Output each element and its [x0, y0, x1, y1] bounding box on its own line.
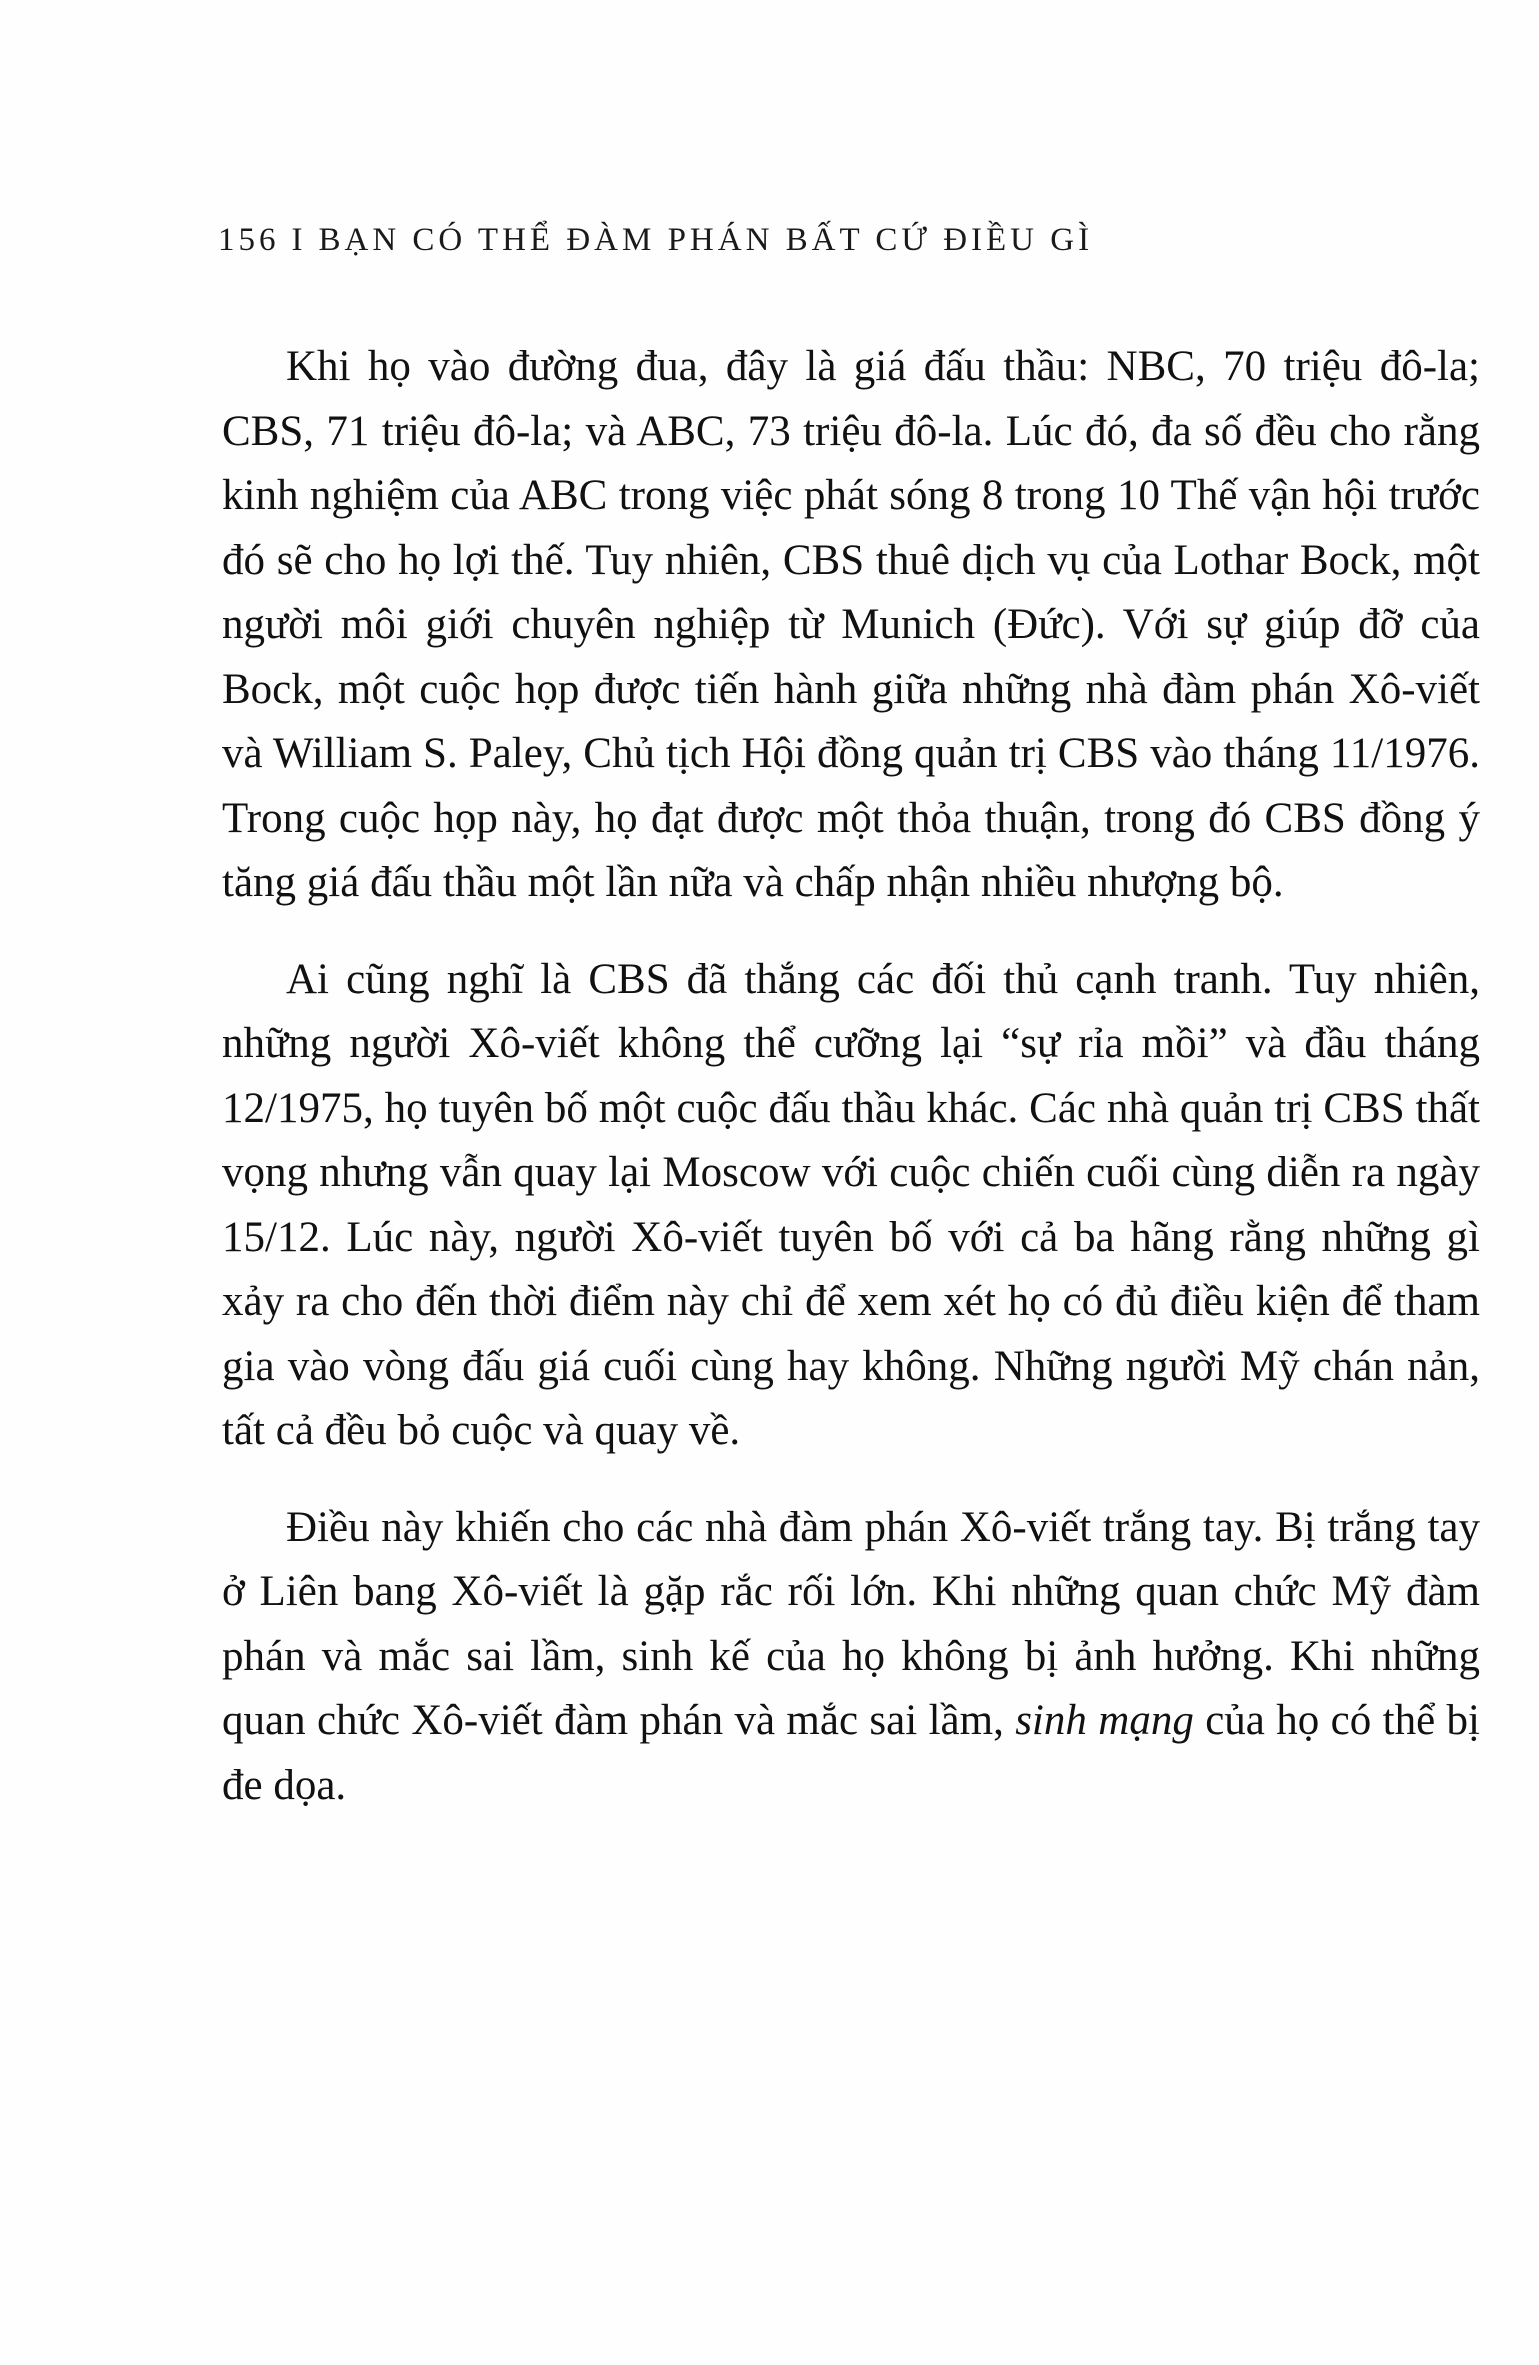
paragraph-2: Ai cũng nghĩ là CBS đã thắng các đối thủ cạnh tranh. Tuy nhiên, những người Xô-viết không thể cưỡng lại “sự rỉa mồi” và đầu tháng 12/1975, họ tuyên bố một cuộc đấu thầu khác. Các nhà quản trị CBS thất vọng nhưng vẫn quay lại Moscow với cuộc chiến cuối cùng diễn ra ngày 15/12. Lúc này, người Xô-viết tuyên bố với cả ba hãng rằng những gì xảy ra cho đến thời điểm này chỉ để xem xét họ có đủ điều kiện để tham gia vào vòng đấu giá cuối cùng hay không. Những người Mỹ chán nản, tất cả đều bỏ cuộc và quay về. [222, 955, 1480, 1454]
book-title: BẠN CÓ THỂ ĐÀM PHÁN BẤT CỨ ĐIỀU GÌ [318, 222, 1094, 258]
paragraph-3-text-before: Điều này khiến cho các nhà đàm phán Xô-viết trắng tay. Bị trắng tay ở Liên bang Xô-viết là gặp rắc rối lớn. Khi những quan chức Mỹ đàm phán và mắc sai lầm, sinh kế của họ không bị ảnh hưởng. Khi những quan chức Xô-viết đàm phán và mắc sai lầm, [222, 1503, 1480, 1744]
running-header [218, 222, 1093, 259]
paragraph-3 [222, 1496, 1480, 1819]
paragraph-1: Khi họ vào đường đua, đây là giá đấu thầu: NBC, 70 triệu đô-la; CBS, 71 triệu đô-la; và ABC, 73 triệu đô-la. Lúc đó, đa số đều cho rằng kinh nghiệm của ABC trong việc phát sóng 8 trong 10 Thế vận hội trước đó sẽ cho họ lợi thế. Tuy nhiên, CBS thuê dịch vụ của Lothar Bock, một người môi giới chuyên nghiệp từ Munich (Đức). Với sự giúp đỡ của Bock, một cuộc họp được tiến hành giữa những nhà đàm phán Xô-viết và William S. Paley, Chủ tịch Hội đồng quản trị CBS vào tháng 11/1976. Trong cuộc họp này, họ đạt được một thỏa thuận, trong đó CBS đồng ý tăng giá đấu thầu một lần nữa và chấp nhận nhiều nhượng bộ. [222, 343, 1480, 906]
body-text [222, 335, 1480, 1850]
paragraph-3-text-after: của họ có thể bị đe dọa. [222, 1697, 1480, 1809]
header-separator: I [291, 222, 307, 258]
page-number: 156 [218, 222, 280, 258]
paragraph-3-emphasis: sinh mạng [1015, 1697, 1194, 1744]
